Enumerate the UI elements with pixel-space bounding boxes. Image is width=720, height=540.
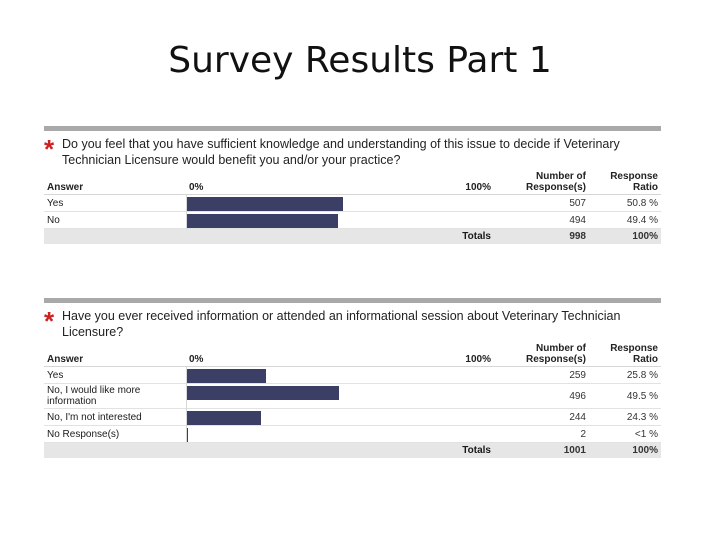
- response-count: 496: [569, 390, 586, 402]
- answer-label: Yes: [47, 369, 64, 381]
- response-count: 259: [569, 369, 586, 381]
- results-table: [44, 170, 661, 244]
- response-bar: [187, 411, 262, 425]
- totals-label: Totals: [462, 231, 491, 242]
- table-header: [44, 170, 661, 195]
- bar-track: [186, 367, 494, 384]
- answer-label: No, I'm not interested: [47, 411, 142, 423]
- totals-row: [44, 229, 661, 245]
- answer-label: No Response(s): [47, 428, 120, 440]
- ratio-header: Response Ratio: [610, 343, 658, 365]
- response-count: 2: [580, 428, 586, 440]
- scale-0-label: 0%: [189, 182, 204, 193]
- survey-question-1: [44, 126, 661, 244]
- totals-row: [44, 443, 661, 459]
- response-bar: [187, 428, 188, 442]
- answer-header: Answer: [47, 354, 84, 365]
- bar-track: [186, 426, 494, 443]
- scale-100-label: 100%: [465, 354, 491, 365]
- response-count: 494: [569, 214, 586, 226]
- survey-question-2: [44, 298, 661, 458]
- results-table: [44, 342, 661, 458]
- response-ratio: 50.8 %: [626, 197, 658, 209]
- response-ratio: <1 %: [634, 428, 658, 440]
- totals-label: Totals: [462, 445, 491, 456]
- bar-track: [186, 384, 494, 409]
- response-ratio: 49.4 %: [626, 214, 658, 226]
- response-ratio: 24.3 %: [626, 411, 658, 423]
- required-asterisk: *: [44, 306, 55, 336]
- table-row: [44, 426, 661, 443]
- total-count: 1001: [563, 445, 586, 456]
- scale-0-label: 0%: [189, 354, 204, 365]
- question-row: [44, 131, 661, 170]
- answer-label: Yes: [47, 197, 64, 209]
- question-text: Do you feel that you have sufficient knowledge and understanding of this issue to decide if Veterinary Technician Licensure would benefit you and/or your practice?: [62, 137, 620, 167]
- question-text: Have you ever received information or attended an informational session about Veterinary Technician Licensure?: [62, 309, 621, 339]
- total-ratio: 100%: [632, 445, 658, 456]
- response-bar: [187, 197, 343, 211]
- total-ratio: 100%: [632, 231, 658, 242]
- table-row: [44, 384, 661, 409]
- answer-header: Answer: [47, 182, 84, 193]
- table-row: [44, 212, 661, 229]
- ratio-header: Response Ratio: [610, 171, 658, 193]
- table-row: [44, 195, 661, 212]
- count-header: Number of Response(s): [525, 171, 586, 193]
- bar-track: [186, 195, 494, 212]
- answer-label: No: [47, 214, 60, 226]
- slide-title: Survey Results Part 1: [168, 40, 552, 81]
- question-row: [44, 303, 661, 342]
- response-bar: [187, 214, 339, 228]
- response-bar: [187, 386, 339, 400]
- total-count: 998: [569, 231, 586, 242]
- count-header: Number of Response(s): [525, 343, 586, 365]
- response-ratio: 25.8 %: [626, 369, 658, 381]
- response-ratio: 49.5 %: [626, 390, 658, 402]
- response-bar: [187, 369, 266, 383]
- bar-track: [186, 212, 494, 229]
- table-row: [44, 367, 661, 384]
- table-row: [44, 409, 661, 426]
- response-count: 244: [569, 411, 586, 423]
- scale-100-label: 100%: [465, 182, 491, 193]
- required-asterisk: *: [44, 134, 55, 164]
- answer-label: No, I would like more information: [47, 385, 141, 407]
- table-header: [44, 342, 661, 367]
- response-count: 507: [569, 197, 586, 209]
- bar-track: [186, 409, 494, 426]
